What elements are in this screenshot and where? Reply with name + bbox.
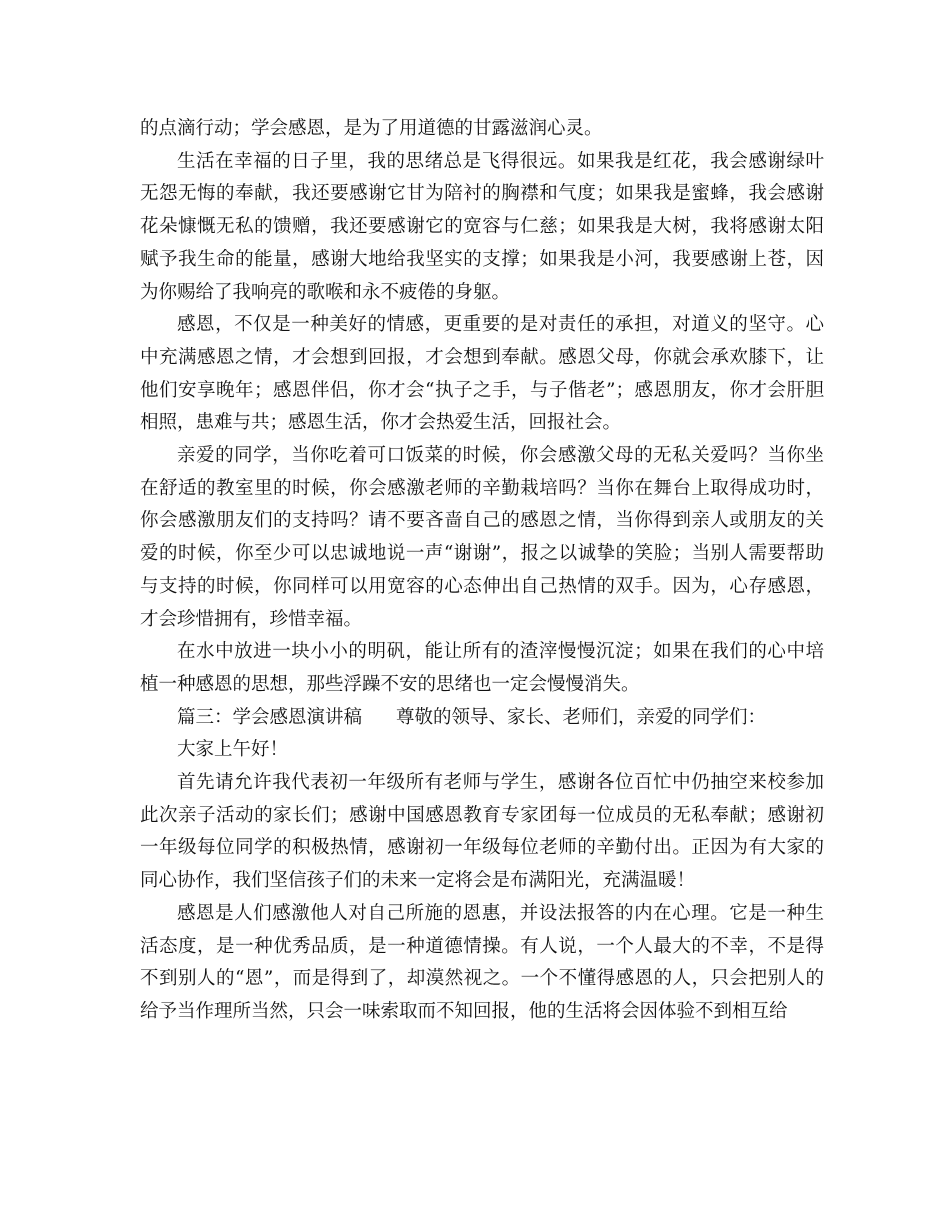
- paragraph-text: 的点滴行动；学会感恩，是为了用道德的甘露滋润心灵。: [140, 118, 603, 139]
- paragraph-0: [140, 113, 824, 146]
- paragraph-6: [140, 734, 824, 767]
- paragraph-text: 在水中放进一块小小的明矾，能让所有的渣滓慢慢沉淀；如果在我们的心中培植一种感恩的思想，那些浮躁不安的思绪也一定会慢慢消失。: [140, 641, 824, 695]
- paragraph-text: 大家上午好！: [177, 739, 289, 761]
- section-heading: 篇三：学会感恩演讲稿: [177, 706, 363, 728]
- paragraph-text: 首先请允许我代表初一年级所有老师与学生，感谢各位百忙中仍抽空来校参加此次亲子活动的家长们；感谢中国感恩教育专家团每一位成员的无私奉献；感谢初一年级每位同学的积极热情，感谢初一年级每位老师的辛勤付出。正因为有大家的同心协作，我们坚信孩子们的未来一定将会是布满阳光，充满温暖！: [140, 772, 824, 892]
- paragraph-text: 感恩，不仅是一种美好的情感，更重要的是对责任的承担，对道义的坚守。心中充满感恩之情，才会想到回报，才会想到奉献。感恩父母，你就会承欢膝下，让他们安享晚年；感恩伴侣，你才会“执子之手，与子偕老”；感恩朋友，你才会肝胆相照，患难与共；感恩生活，你才会热爱生活，回报社会。: [140, 314, 824, 434]
- paragraph-text: 尊敬的领导、家长、老师们，亲爱的同学们：: [396, 706, 767, 728]
- paragraph-4: [140, 636, 824, 701]
- paragraph-text: 感恩是人们感激他人对自己所施的恩惠，并设法报答的内在心理。它是一种生活态度，是一种优秀品质，是一种道德情操。有人说，一个人最大的不幸，不是得不到别人的“恩”，而是得到了，却漠然视之。一个不懂得感恩的人，只会把别人的给予当作理所当然，只会一味索取而不知回报，他的生活将会因体验不到相互给: [140, 902, 824, 1022]
- paragraph-1: [140, 146, 824, 310]
- paragraph-5: [140, 702, 824, 735]
- paragraph-text: 生活在幸福的日子里，我的思绪总是飞得很远。如果我是红花，我会感谢绿叶无怨无悔的奉献，我还要感谢它甘为陪衬的胸襟和气度；如果我是蜜蜂，我会感谢花朵慷慨无私的馈赠，我还要感谢它的宽容与仁慈；如果我是大树，我将感谢太阳赋予我生命的能量，感谢大地给我坚实的支撑；如果我是小河，我要感谢上苍，因为你赐给了我响亮的歌喉和永不疲倦的身躯。: [140, 150, 824, 303]
- paragraph-2: [140, 309, 824, 440]
- paragraph-3: [140, 440, 824, 636]
- paragraph-8: [140, 898, 824, 1029]
- paragraph-7: [140, 767, 824, 898]
- paragraph-text: 亲爱的同学，当你吃着可口饭菜的时候，你会感激父母的无私关爱吗？当你坐在舒适的教室里的时候，你会感激老师的辛勤栽培吗？当你在舞台上取得成功时，你会感激朋友们的支持吗？请不要吝啬自己的感恩之情，当你得到亲人或朋友的关爱的时候，你至少可以忠诚地说一声“谢谢”，报之以诚挚的笑脸；当别人需要帮助与支持的时候，你同样可以用宽容的心态伸出自己热情的双手。因为，心存感恩，才会珍惜拥有，珍惜幸福。: [140, 445, 824, 630]
- document-body: [140, 113, 824, 1029]
